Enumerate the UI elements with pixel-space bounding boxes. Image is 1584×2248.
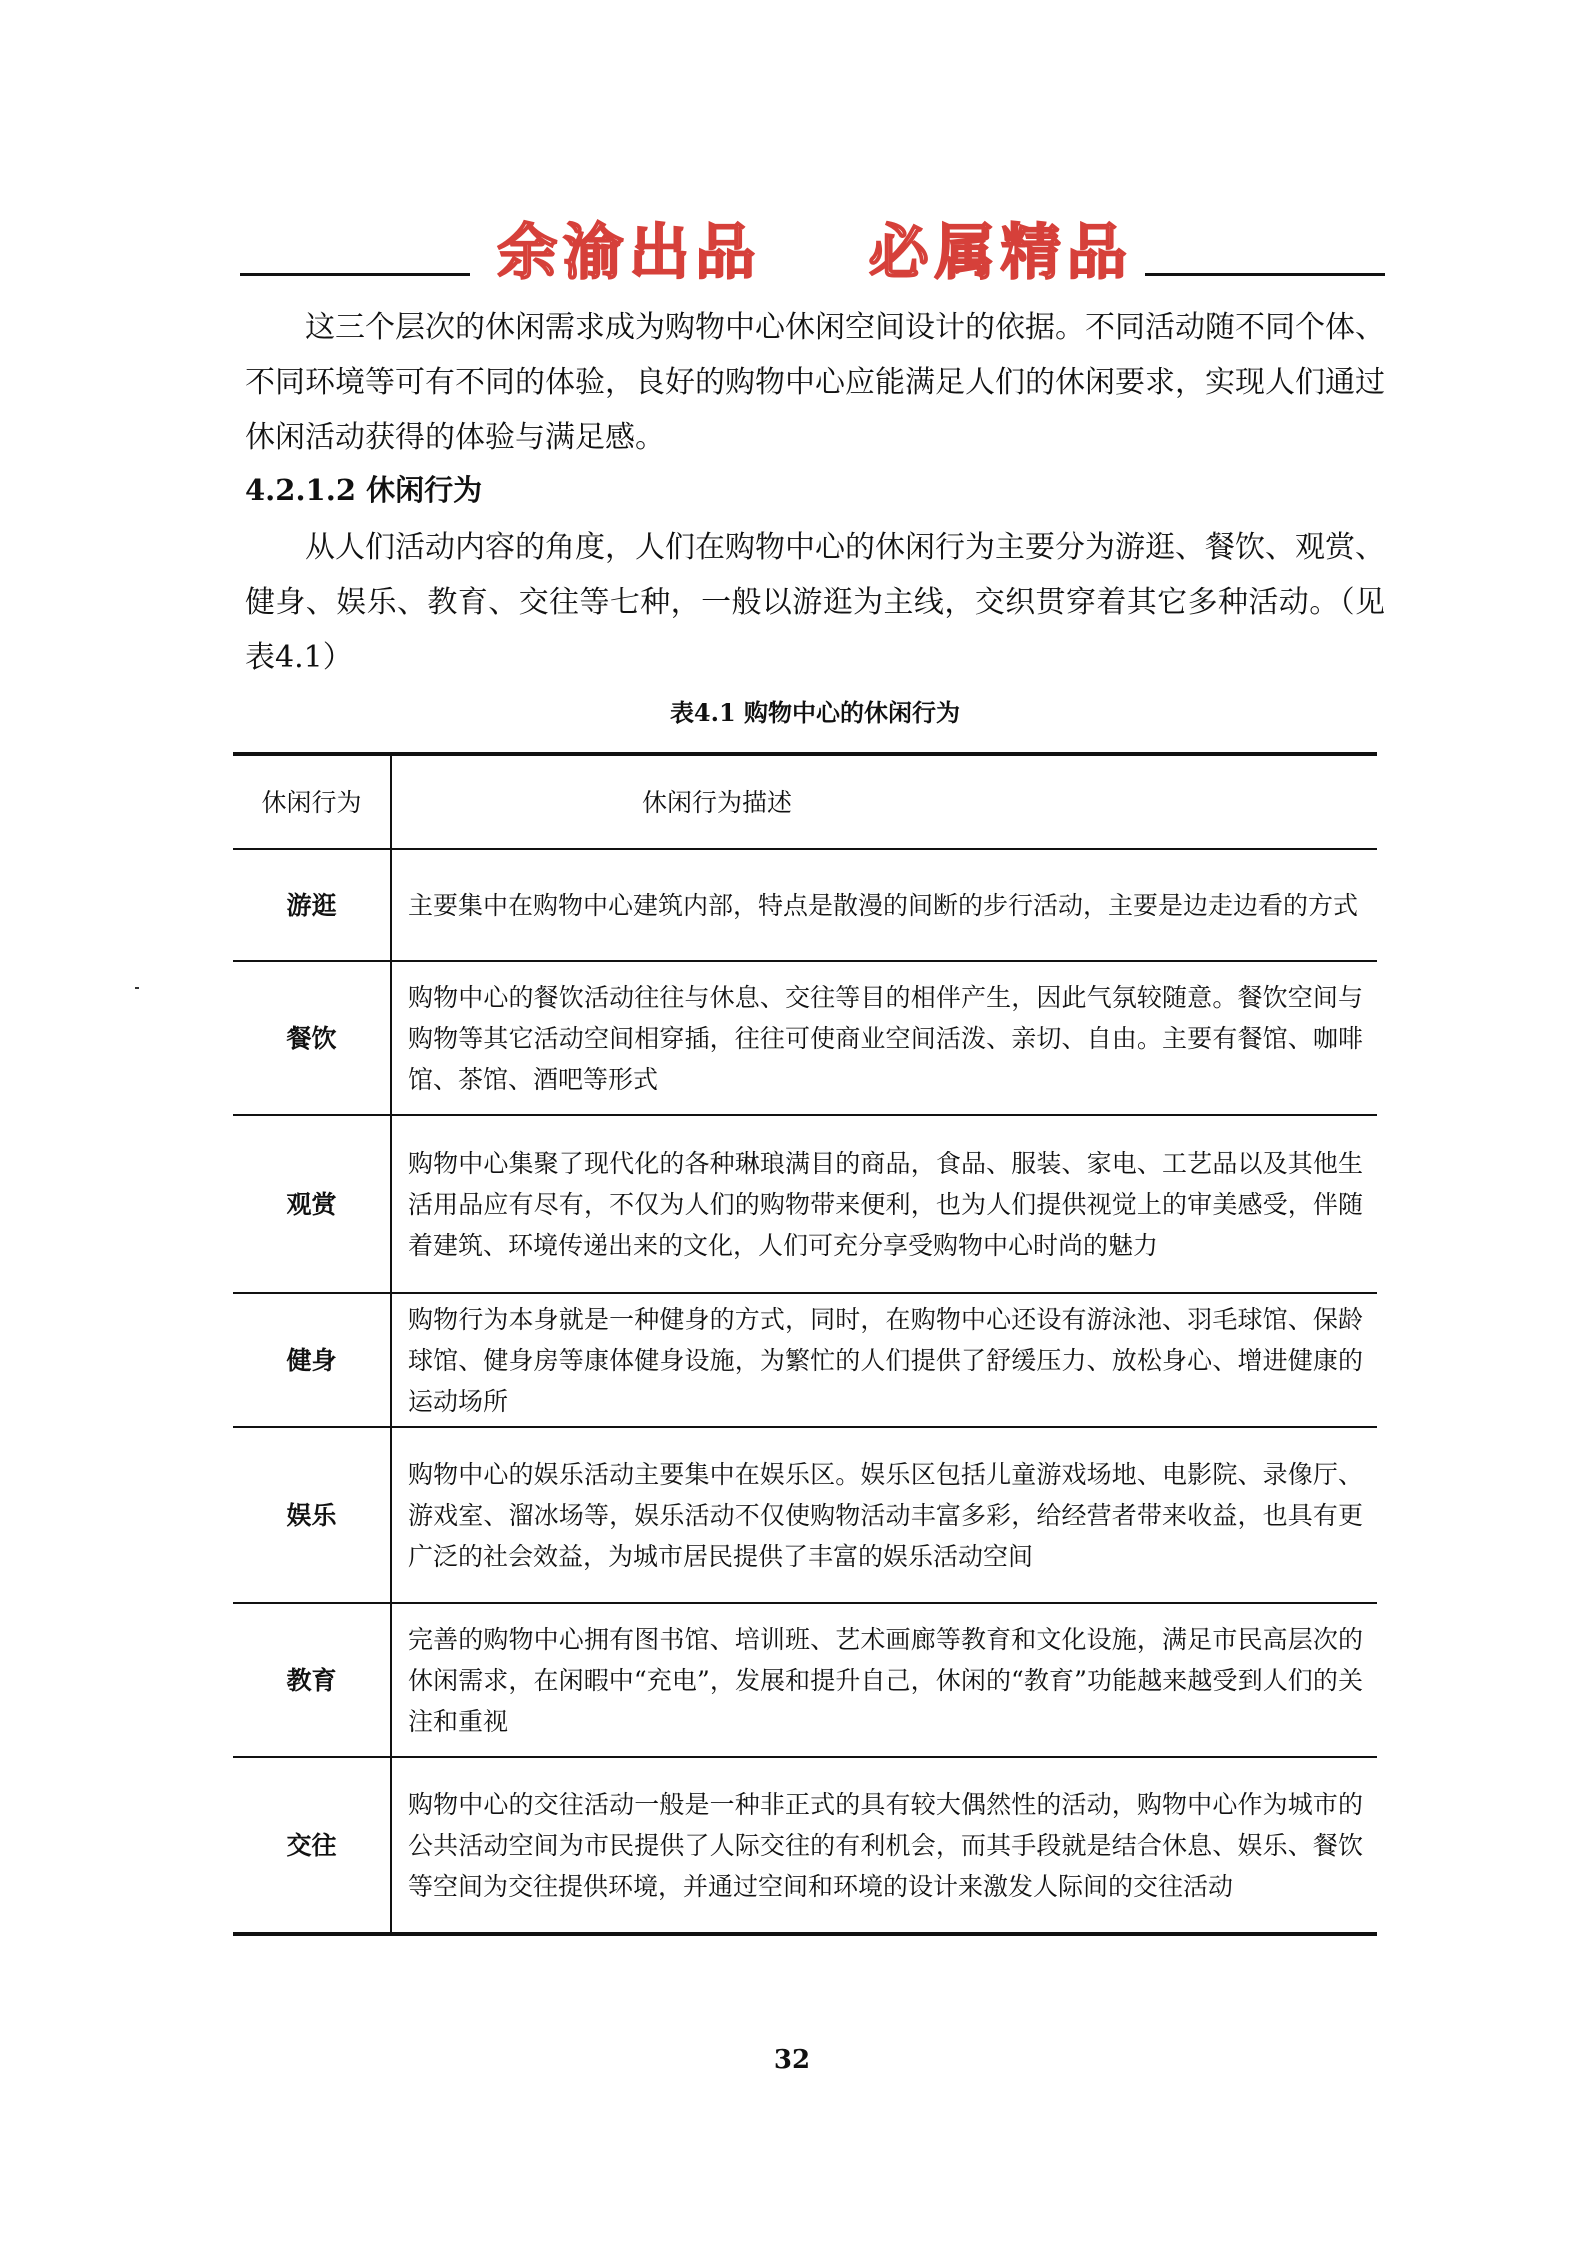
page-header — [240, 205, 1385, 288]
description-cell: 购物行为本身就是一种健身的方式，同时，在购物中心还设有游泳池、羽毛球馆、保龄球馆、健身房等康体健身设施，为繁忙的人们提供了舒缓压力、放松身心、增进健康的运动场所 — [408, 1304, 1363, 1416]
description-cell: 购物中心的交往活动一般是一种非正式的具有较大偶然性的活动，购物中心作为城市的公共活动空间为市民提供了人际交往的有利机会，而其手段就是结合休息、娱乐、餐饮等空间为交往提供环境，并通过空间和环境的设计来激发人际间的交往活动 — [408, 1789, 1363, 1901]
behavior-cell: 健身 — [233, 1293, 391, 1427]
paragraph-2: 从人们活动内容的角度，人们在购物中心的休闲行为主要分为游逛、餐饮、观赏、健身、娱乐、教育、交往等七种，一般以游逛为主线，交织贯穿着其它多种活动。（见表4.1） — [245, 530, 1385, 675]
header-rule-left — [240, 273, 470, 276]
behavior-cell: 教育 — [233, 1603, 391, 1757]
watermark-text: 余渝出品 必属精品 — [497, 218, 1133, 288]
table-row — [233, 1757, 1377, 1934]
page-number: 32 — [773, 2045, 811, 2075]
table-row — [233, 849, 1377, 961]
description-cell: 完善的购物中心拥有图书馆、培训班、艺术画廊等教育和文化设施，满足市民高层次的休闲需求，在闲暇中“充电”，发展和提升自己，休闲的“教育”功能越来越受到人们的关注和重视 — [408, 1624, 1363, 1736]
behavior-cell: 游逛 — [233, 849, 391, 961]
description-cell: 购物中心的娱乐活动主要集中在娱乐区。娱乐区包括儿童游戏场地、电影院、录像厅、游戏室、溜冰场等，娱乐活动不仅使购物活动丰富多彩，给经营者带来收益，也具有更广泛的社会效益，为城市居民提供了丰富的娱乐活动空间 — [408, 1459, 1363, 1571]
table-row — [233, 1115, 1377, 1293]
leisure-table — [233, 752, 1377, 1936]
scan-speck — [135, 987, 139, 989]
body-section-1 — [245, 300, 1385, 465]
section-heading: 4.2.1.2 休闲行为 — [245, 473, 483, 507]
paragraph-1: 这三个层次的休闲需求成为购物中心休闲空间设计的依据。不同活动随不同个体、不同环境等可有不同的体验，良好的购物中心应能满足人们的休闲要求，实现人们通过休闲活动获得的体验与满足感。 — [245, 310, 1385, 455]
table-row — [233, 1427, 1377, 1603]
description-cell: 购物中心的餐饮活动往往与休息、交往等目的相伴产生，因此气氛较随意。餐饮空间与购物等其它活动空间相穿插，往往可使商业空间活泼、亲切、自由。主要有餐馆、咖啡馆、茶馆、酒吧等形式 — [408, 982, 1363, 1094]
behavior-cell: 交往 — [233, 1757, 391, 1934]
table-caption: 表4.1 购物中心的休闲行为 — [669, 698, 961, 727]
header-behavior: 休闲行为 — [233, 754, 391, 849]
description-cell: 购物中心集聚了现代化的各种琳琅满目的商品，食品、服装、家电、工艺品以及其他生活用品应有尽有，不仅为人们的购物带来便利，也为人们提供视觉上的审美感受，伴随着建筑、环境传递出来的文化，人们可充分享受购物中心时尚的魅力 — [408, 1148, 1363, 1260]
table-row — [233, 1293, 1377, 1427]
behavior-cell: 餐饮 — [233, 961, 391, 1115]
behavior-cell: 观赏 — [233, 1115, 391, 1293]
header-rule-right — [1145, 273, 1385, 276]
body-section-2 — [245, 520, 1385, 685]
header-description: 休闲行为描述 — [642, 787, 793, 817]
table-row — [233, 1603, 1377, 1757]
description-cell: 主要集中在购物中心建筑内部，特点是散漫的间断的步行活动，主要是边走边看的方式 — [408, 890, 1359, 920]
table-header-row — [233, 754, 1377, 849]
behavior-cell: 娱乐 — [233, 1427, 391, 1603]
table-row — [233, 961, 1377, 1115]
